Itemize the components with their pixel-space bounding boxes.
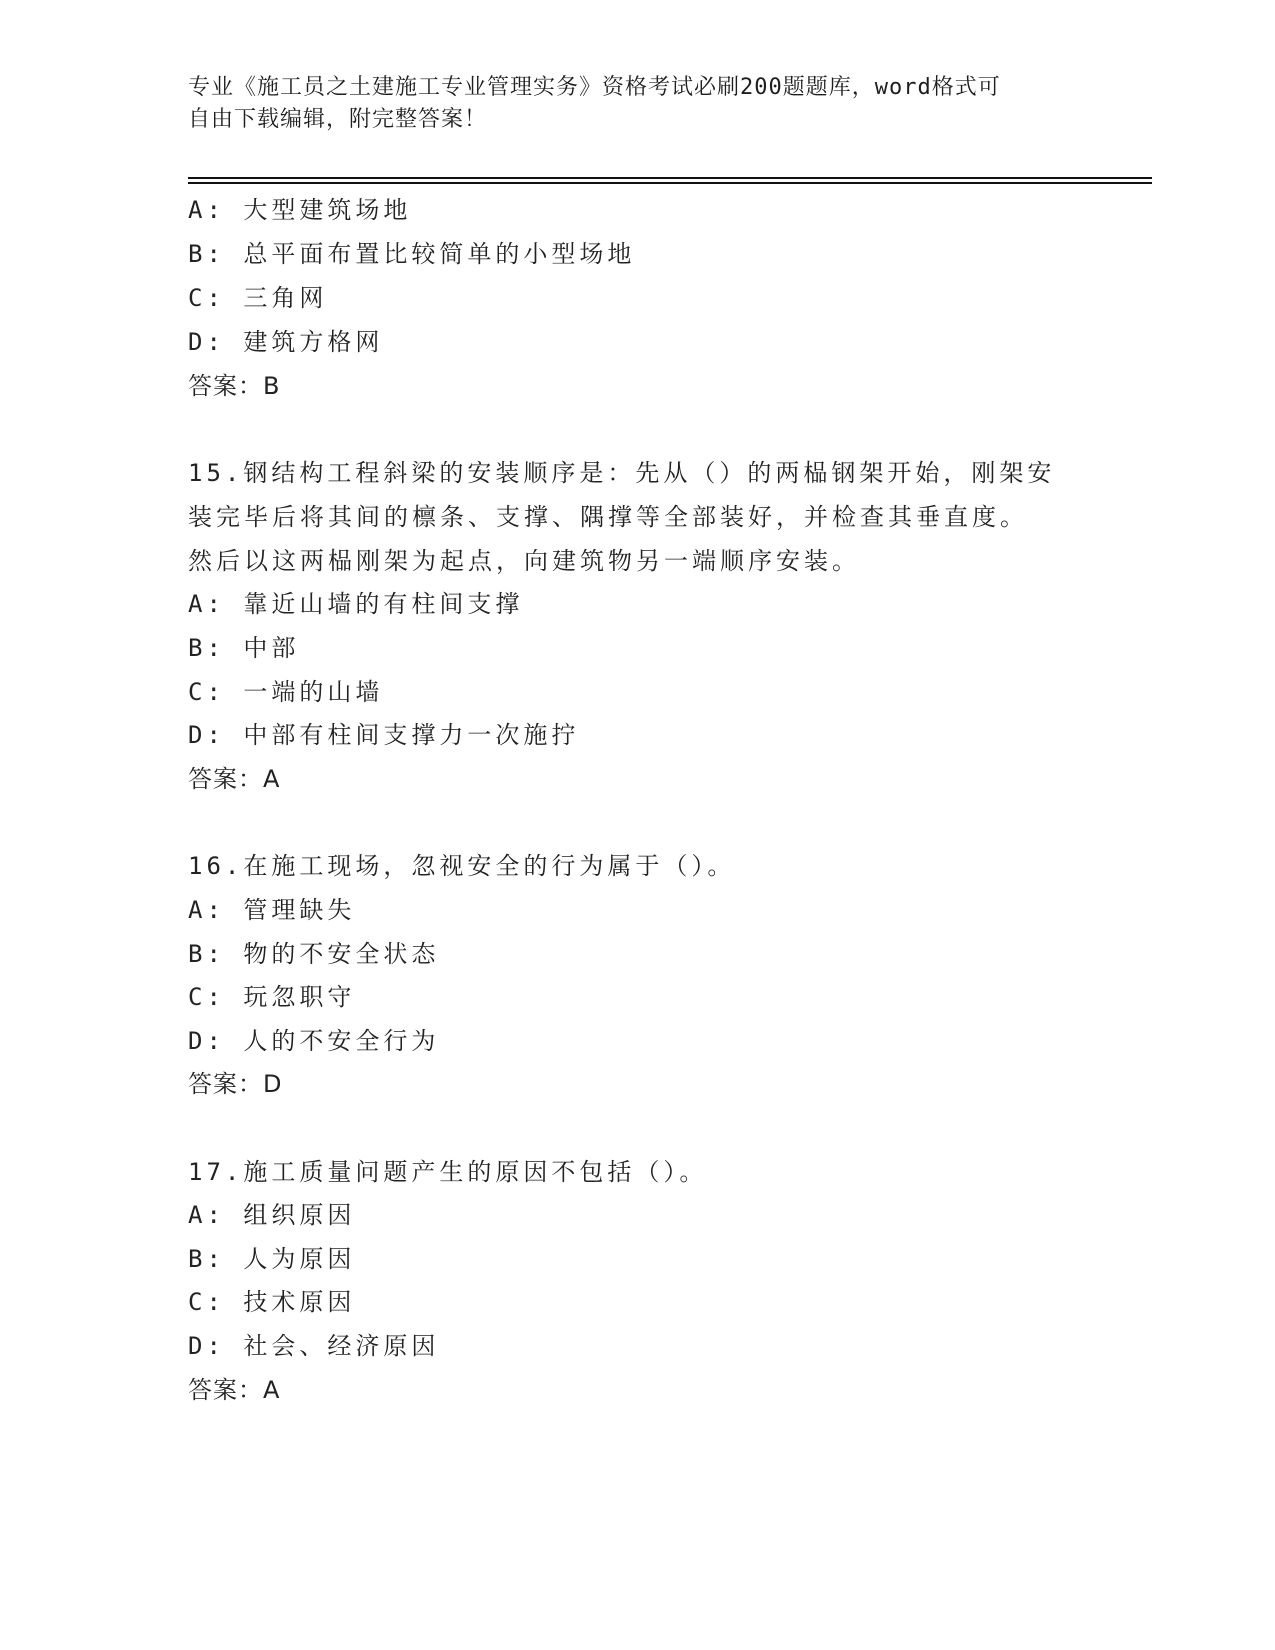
question-17-option-b: B: 人为原因: [188, 1245, 356, 1273]
question-15-option-d: D: 中部有柱间支撑力一次施拧: [188, 721, 580, 749]
header-rule-bottom: [188, 182, 1152, 184]
header-line-2: 自由下载编辑，附完整答案！: [188, 107, 488, 132]
question-15-option-b: B: 中部: [188, 634, 300, 662]
question-17-text: 17.施工质量问题产生的原因不包括（）。: [188, 1158, 708, 1186]
header-line-1: 专业《施工员之土建施工专业管理实务》资格考试必刷200题题库，word格式可: [188, 75, 1001, 100]
option-c: C: 三角网: [188, 284, 328, 312]
question-16-answer: 答案：D: [188, 1070, 283, 1098]
option-a: A: 大型建筑场地: [188, 196, 412, 224]
question-15-option-c: C: 一端的山墙: [188, 678, 384, 706]
question-15-text-line-2: 装完毕后将其间的檩条、支撑、隅撑等全部装好，并检查其垂直度。: [188, 503, 1028, 531]
question-16-option-d: D: 人的不安全行为: [188, 1027, 440, 1055]
question-17-answer: 答案：A: [188, 1376, 281, 1404]
question-16-option-a: A: 管理缺失: [188, 896, 356, 924]
question-17-option-c: C: 技术原因: [188, 1288, 356, 1316]
question-16-option-c: C: 玩忽职守: [188, 983, 356, 1011]
document-header: [188, 72, 1068, 136]
answer-line: 答案：B: [188, 372, 281, 400]
question-15-text-line-1: 15.钢结构工程斜梁的安装顺序是：先从（）的两榀钢架开始，刚架安: [188, 459, 1056, 487]
question-17-option-d: D: 社会、经济原因: [188, 1332, 440, 1360]
question-15-text-line-3: 然后以这两榀刚架为起点，向建筑物另一端顺序安装。: [188, 547, 860, 575]
question-17-option-a: A: 组织原因: [188, 1201, 356, 1229]
option-d: D: 建筑方格网: [188, 328, 384, 356]
question-15-option-a: A: 靠近山墙的有柱间支撑: [188, 590, 524, 618]
question-15-answer: 答案：A: [188, 765, 281, 793]
option-b: B: 总平面布置比较简单的小型场地: [188, 240, 636, 268]
header-rule-top: [188, 177, 1152, 179]
question-16-option-b: B: 物的不安全状态: [188, 940, 440, 968]
question-16-text: 16.在施工现场，忽视安全的行为属于（）。: [188, 852, 736, 880]
